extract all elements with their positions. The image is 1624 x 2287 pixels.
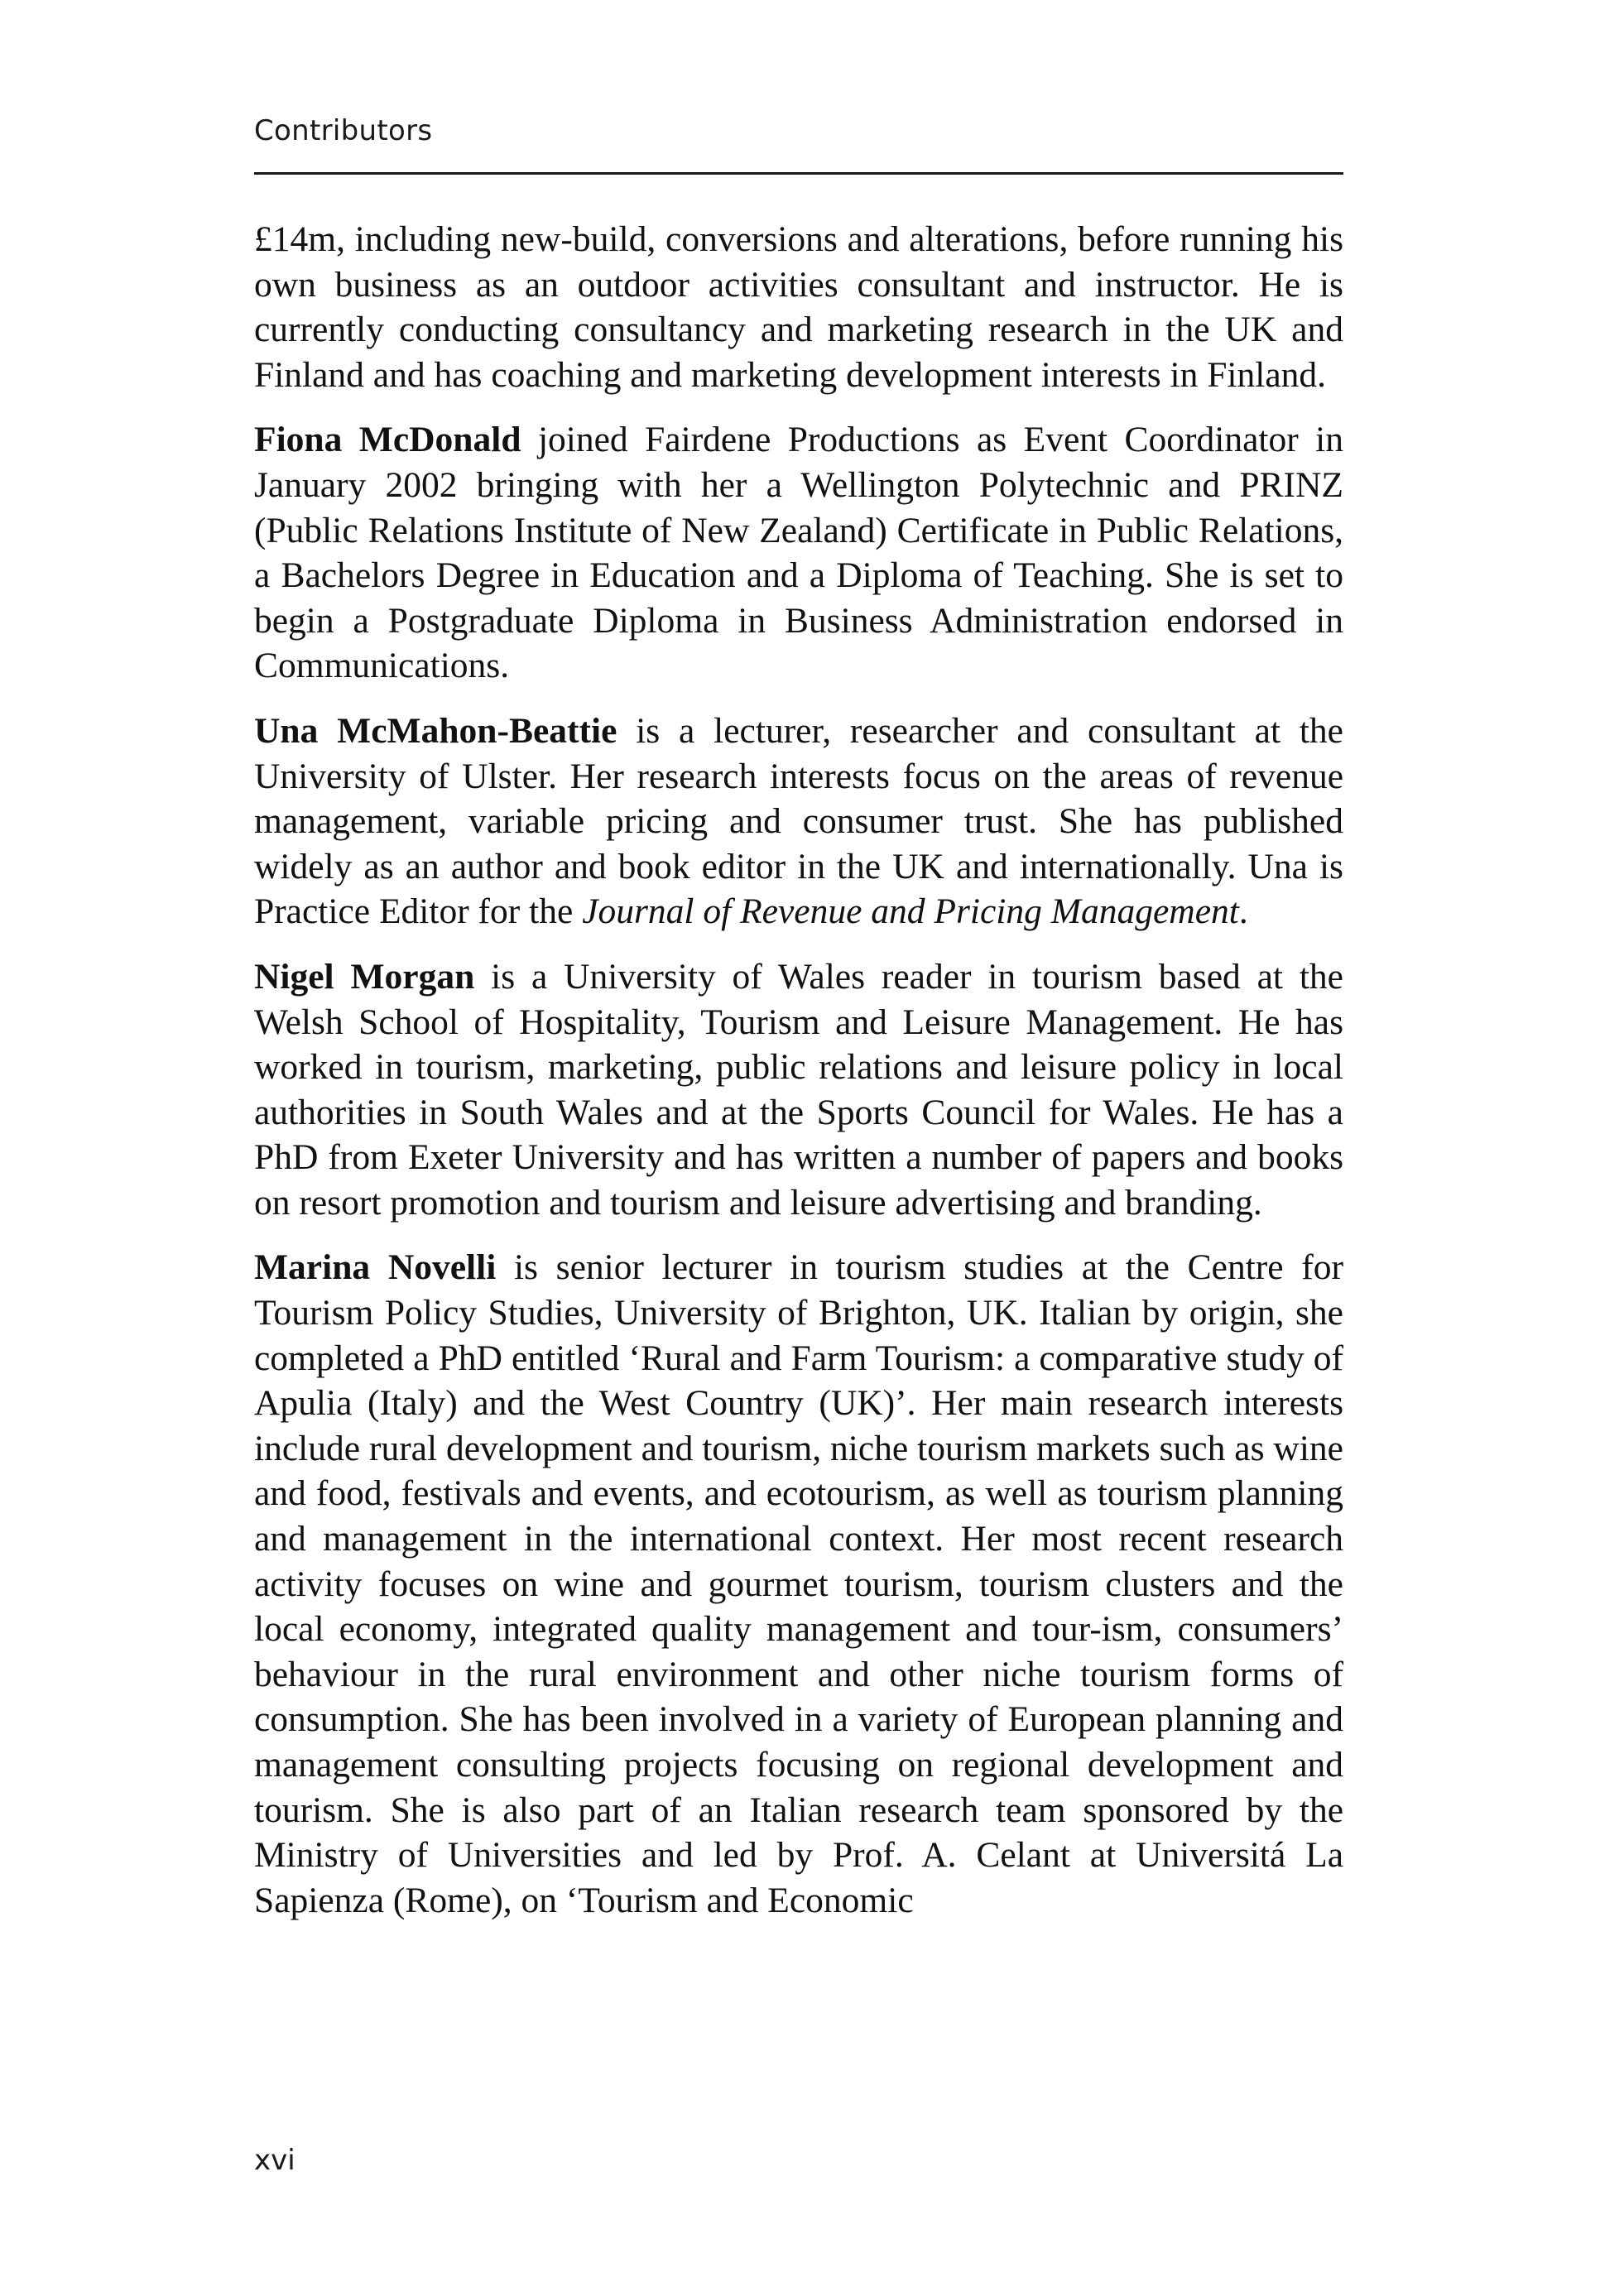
header-rule [254, 172, 1343, 175]
bio-text: is senior lecturer in tourism studies at the Centre for Tourism Policy Studies, University of Brighton, UK. Italian by origin, she completed a PhD entitled ‘Rural and Farm Tourism: a comparative study of Apulia (Italy) and the West Country (UK)’. Her main research interests include rural development and tourism, niche tourism markets such as wine and food, festivals and events, and ecotourism, as well as tourism planning and management in the international context. Her most recent research activity focuses on wine and gourmet tourism, tourism clusters and the local economy, integrated quality management and tour-ism, consumers’ behaviour in the rural environment and other niche tourism forms of consumption. She has been involved in a variety of European planning and management consulting projects focusing on regional development and tourism. She is also part of an Italian research team sponsored by the Ministry of Universities and led by Prof. A. Celant at Universitá La Sapienza (Rome), on ‘Tourism and Economic [254, 1247, 1343, 1920]
paragraph-continued [254, 217, 1343, 397]
bio-text: joined Fairdene Productions as Event Coordinator in January 2002 bringing with her a Wellington Polytechnic and PRINZ (Public Relations Institute of New Zealand) Certificate in Public Relations, a Bachelors Degree in Education and a Diploma of Teaching. She is set to begin a Postgraduate Diploma in Business Administration endorsed in Communications. [254, 420, 1343, 686]
bio-text: is a University of Wales reader in tourism based at the Welsh School of Hospitality, Tourism and Leisure Management. He has worked in tourism, marketing, public relations and leisure policy in local authorities in South Wales and at the Sports Council for Wales. He has a PhD from Exeter University and has written a number of papers and books on resort promotion and tourism and leisure advertising and branding. [254, 956, 1343, 1223]
contributor-name: Marina Novelli [254, 1247, 497, 1288]
bio-fiona-mcdonald [254, 417, 1343, 689]
running-head: Contributors [254, 114, 433, 147]
contributor-name: Fiona McDonald [254, 420, 521, 460]
bio-text-tail: . [1238, 891, 1248, 932]
contributor-name: Nigel Morgan [254, 956, 475, 997]
page-number: xvi [254, 2144, 295, 2177]
bio-una-mcmahon-beattie [254, 709, 1343, 934]
journal-title: Journal of Revenue and Pricing Management [582, 891, 1239, 932]
bio-marina-novelli [254, 1245, 1343, 1923]
bio-nigel-morgan [254, 954, 1343, 1226]
bio-text: is a lecturer, researcher and consultant at the University of Ulster. Her research interests focus on the areas of revenue management, variable pricing and consumer trust. She has published widely as an author and book editor in the UK and internationally. Una is Practice Editor for the [254, 710, 1343, 932]
contributor-name: Una McMahon-Beattie [254, 710, 617, 751]
contributors-text [254, 217, 1343, 1943]
paragraph-text: £14m, including new-build, conversions and alterations, before running his own business as an outdoor activities consultant and instructor. He is currently conducting consultancy and marketing research in the UK and Finland and has coaching and marketing development interests in Finland. [254, 219, 1343, 395]
